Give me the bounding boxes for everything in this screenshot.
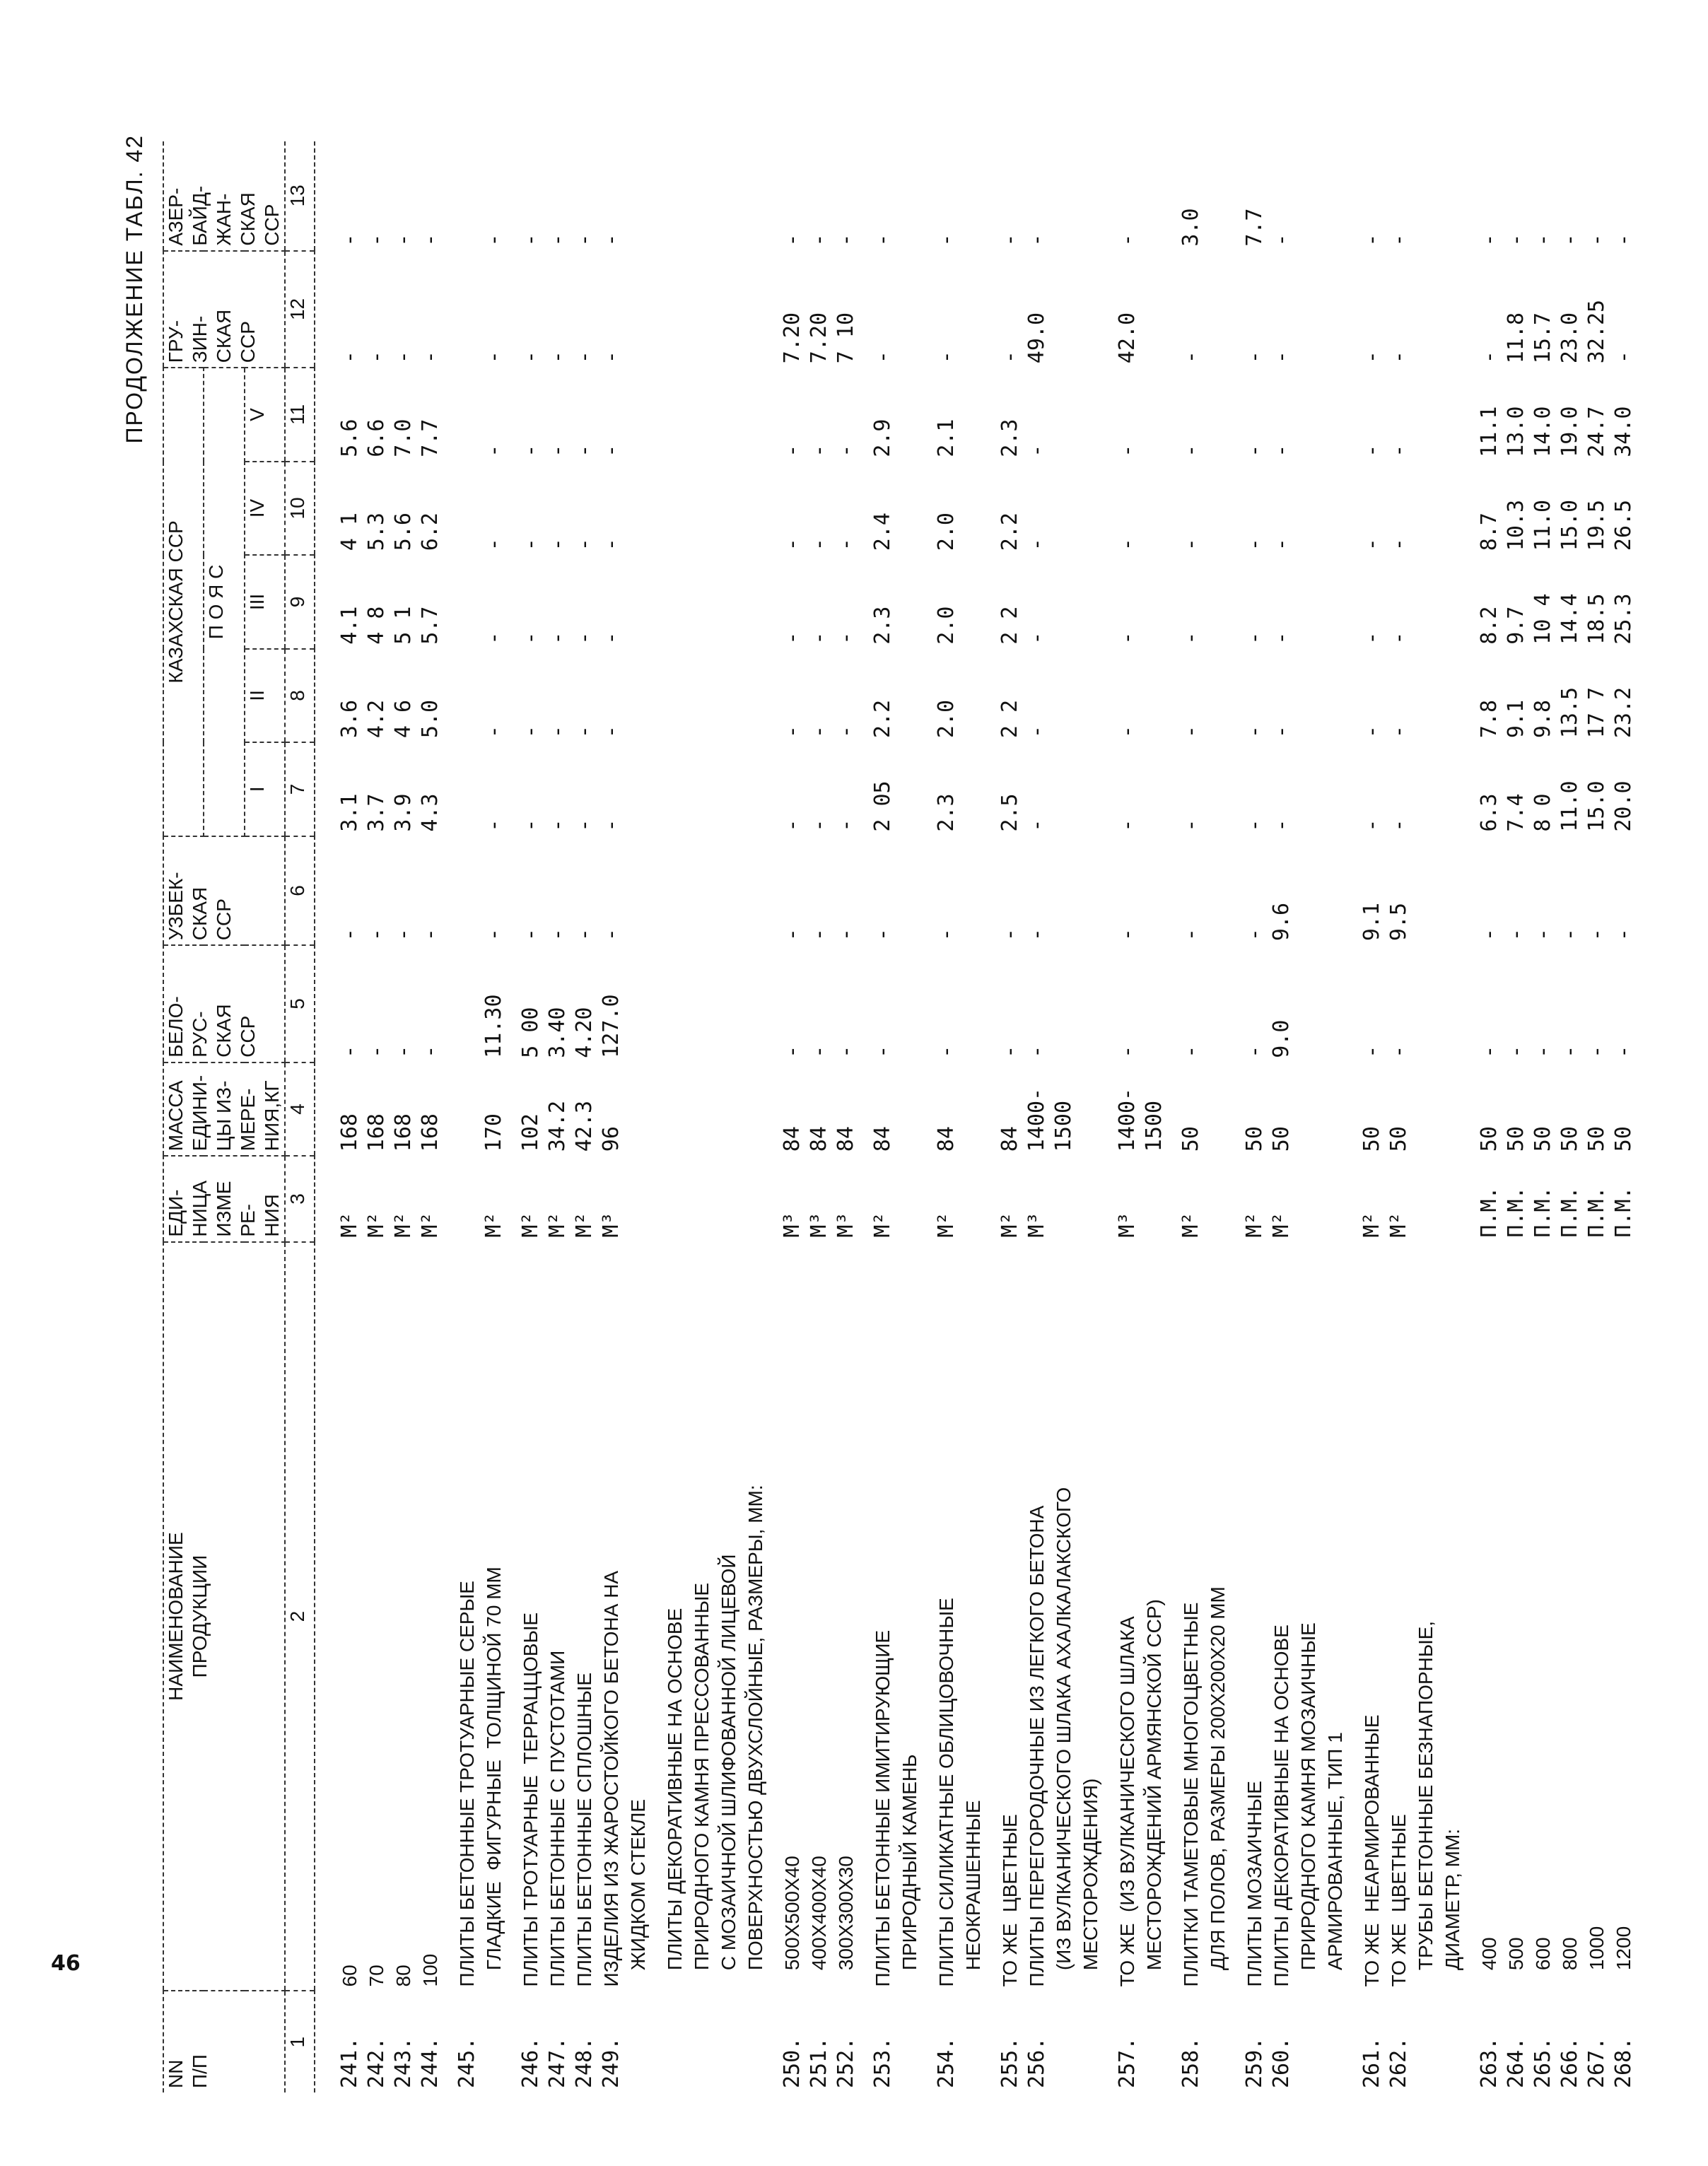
- value-kazakh-zone-1: 2 05: [870, 780, 895, 832]
- unit-of-measure: М²: [934, 1212, 959, 1238]
- colnum: 4: [285, 1062, 315, 1156]
- value-uzbek: [652, 836, 769, 946]
- value-kazakh-zone-1: [652, 742, 769, 836]
- value-kazakh-zone-4: 2.0: [934, 513, 959, 551]
- value-georgia: 42.0: [1115, 312, 1140, 364]
- value-kazakh-zone-1: 2.5 -: [998, 793, 1049, 832]
- value-belorus: -: [1178, 1045, 1203, 1058]
- value-belorus: [652, 945, 769, 1062]
- unit-mass: 50 50: [1242, 1126, 1294, 1152]
- product-name: ПЛИТКИ ТАМЕТОВЫЕ МНОГОЦВЕТНЫЕ ДЛЯ ПОЛОВ, РАЗМЕРЫ 200X200X20 ММ: [1180, 1586, 1229, 1987]
- value-kazakh-zone-4: - -: [1242, 538, 1294, 551]
- header-zone-2: II: [245, 649, 285, 742]
- product-name: ТО ЖЕ ЦВЕТНЫЕ ПЛИТЫ ПЕРЕГОРОДОЧНЫЕ ИЗ ЛЕГКОГО БЕТОНА (ИЗ ВУЛКАНИЧЕСКОГО ШЛАКА АХАЛКАЛАКСКОГО МЕСТОРОЖДЕНИЯ): [999, 1487, 1101, 1987]
- unit-mass: [652, 1062, 769, 1156]
- value-azerbaijan: -: [934, 233, 959, 247]
- value-kazakh-zone-3: 8.2 9.7 10 4 14.4 18.5 25.3: [1477, 593, 1636, 645]
- value-kazakh-zone-1: - - - -: [518, 819, 624, 832]
- value-kazakh-zone-5: - - -: [780, 444, 858, 457]
- value-kazakh-zone-4: [652, 462, 769, 555]
- page-number: 46: [51, 1951, 81, 1976]
- value-kazakh-zone-2: 2 2 -: [998, 699, 1049, 739]
- value-kazakh-zone-3: [652, 555, 769, 648]
- value-azerbaijan: - - - -: [518, 233, 624, 247]
- value-kazakh-zone-2: 3.6 4.2 4 6 5.0: [337, 699, 443, 739]
- unit-of-measure: М² М²: [1359, 1212, 1411, 1238]
- value-belorus: - 9.0: [1242, 1019, 1294, 1058]
- colnum: 11: [285, 368, 315, 462]
- header-georgia: ГРУ- ЗИН- СКАЯ ССР: [163, 251, 285, 368]
- table-row: [1168, 141, 1232, 2092]
- value-kazakh-zone-3: 2.0: [934, 606, 959, 645]
- colnum: 1: [285, 1991, 315, 2092]
- unit-mass: 102 34.2 42.3 96: [518, 1100, 624, 1152]
- value-kazakh-zone-1: -: [1178, 819, 1203, 832]
- value-kazakh-zone-5: - -: [1242, 444, 1294, 457]
- value-kazakh-zone-5: [652, 368, 769, 462]
- value-kazakh-zone-4: 8.7 10.3 11.0 15.0 19.5 26.5: [1477, 499, 1636, 551]
- value-kazakh-zone-3: -: [481, 631, 506, 645]
- value-kazakh-zone-3: - -: [1242, 631, 1294, 645]
- colnum: 3: [285, 1156, 315, 1241]
- value-azerbaijan: 7.7 -: [1242, 208, 1294, 247]
- table-row: [1466, 141, 1637, 2092]
- value-georgia: -: [481, 351, 506, 364]
- value-azerbaijan: -: [481, 233, 506, 247]
- product-name: ПЛИТЫ ТРОТУАРНЫЕ ТЕРРАЦЦОВЫЕ ПЛИТЫ БЕТОННЫЕ С ПУСТОТАМИ ПЛИТЫ БЕТОННЫЕ СПЛОШНЫЕ ИЗДЕЛИЯ ИЗ ЖАРОСТОЙКОГО БЕТОНА НА ЖИДКОМ СТЕКЛЕ: [520, 1570, 649, 1987]
- value-georgia: [652, 251, 769, 368]
- value-kazakh-zone-2: 2.0: [934, 699, 959, 739]
- value-kazakh-zone-1: 3.1 3.7 3.9 4.3: [337, 793, 443, 832]
- unit-of-measure: П.М. П.М. П.М. П.М. П.М. П.М.: [1477, 1186, 1636, 1238]
- colnum: 2: [285, 1242, 315, 1991]
- value-kazakh-zone-1: -: [1115, 819, 1140, 832]
- value-kazakh-zone-3: -: [1178, 631, 1203, 645]
- value-belorus: -: [1115, 1045, 1140, 1058]
- value-georgia: - -: [1242, 351, 1294, 364]
- unit-mass: 170: [481, 1113, 506, 1152]
- value-belorus: -: [870, 1045, 895, 1058]
- row-number: 250. 251. 252.: [780, 2037, 858, 2088]
- product-name: ТО ЖЕ НЕАРМИРОВАННЫЕ ТО ЖЕ ЦВЕТНЫЕ ТРУБЫ БЕТОННЫЕ БЕЗНАПОРНЫЕ, ДИАМЕТР, ММ:: [1361, 1620, 1463, 1987]
- value-kazakh-zone-4: 2.4: [870, 513, 895, 551]
- value-kazakh-zone-4: 4 1 5.3 5.6 6.2: [337, 513, 443, 551]
- value-uzbek: -: [1178, 928, 1203, 942]
- value-belorus: - - - -: [337, 1045, 443, 1058]
- value-azerbaijan: - -: [1359, 233, 1411, 247]
- row-number: 258.: [1178, 2037, 1203, 2088]
- product-name: ПЛИТЫ МОЗАИЧНЫЕ ПЛИТЫ ДЕКОРАТИВНЫЕ НА ОСНОВЕ ПРИРОДНОГО КАМНЯ МОЗАИЧНЫЕ АРМИРОВАННЫЕ, ТИП 1: [1244, 1622, 1346, 1987]
- value-georgia: - - - -: [337, 351, 443, 364]
- colnum: 10: [285, 462, 315, 555]
- colnum: 9: [285, 555, 315, 648]
- unit-mass: 50: [1178, 1126, 1203, 1152]
- value-kazakh-zone-3: - -: [1359, 631, 1411, 645]
- value-belorus: - -: [998, 1045, 1049, 1058]
- row-number: 261. 262.: [1359, 2037, 1411, 2088]
- header-belorus: БЕЛО- РУС- СКАЯ ССР: [163, 945, 285, 1062]
- colnum: 13: [285, 141, 315, 251]
- row-number: 259. 260.: [1242, 2037, 1294, 2088]
- value-kazakh-zone-2: -: [1115, 725, 1140, 739]
- header-zone-5: V: [245, 368, 285, 462]
- header-kazakh: КАЗАХСКАЯ ССР: [163, 368, 204, 836]
- unit-mass: 84: [870, 1126, 895, 1152]
- value-kazakh-zone-3: 2 2 -: [998, 606, 1049, 645]
- value-kazakh-zone-2: - -: [1242, 725, 1294, 739]
- unit-of-measure: М² М² М² М²: [337, 1212, 443, 1238]
- unit-mass: 168 168 168 168: [337, 1113, 443, 1152]
- value-kazakh-zone-1: - -: [1242, 819, 1294, 832]
- unit-mass: 50 50 50 50 50 50: [1477, 1126, 1636, 1152]
- row-number: 255. 256.: [998, 2037, 1049, 2088]
- value-kazakh-zone-1: - -: [1359, 819, 1411, 832]
- unit-of-measure: М²: [481, 1212, 506, 1238]
- value-kazakh-zone-4: - - -: [780, 538, 858, 551]
- value-kazakh-zone-2: 2.2: [870, 699, 895, 739]
- table-row: [508, 141, 652, 2092]
- unit-mass: 84 1400- 1500: [998, 1087, 1076, 1152]
- table-row: [987, 141, 1104, 2092]
- header-zone-3: III: [245, 555, 285, 648]
- value-kazakh-zone-5: 2.9: [870, 418, 895, 457]
- value-belorus: 11.30: [481, 994, 506, 1058]
- value-kazakh-zone-5: -: [1178, 444, 1203, 457]
- unit-of-measure: М²: [1178, 1212, 1203, 1238]
- value-georgia: 7.20 7.20 7 10: [780, 312, 858, 364]
- row-number: 263. 264. 265. 266. 267. 268.: [1477, 2037, 1636, 2088]
- table-row: [444, 141, 508, 2092]
- product-name: ПЛИТЫ СИЛИКАТНЫЕ ОБЛИЦОВОЧНЫЕ НЕОКРАШЕННЫЕ: [935, 1598, 984, 1987]
- value-uzbek: - - - - - -: [1477, 928, 1636, 942]
- unit-mass: 1400- 1500: [1115, 1087, 1166, 1152]
- value-kazakh-zone-4: - -: [1359, 538, 1411, 551]
- price-table: [163, 141, 1637, 2092]
- product-name: ПЛИТЫ ДЕКОРАТИВНЫЕ НА ОСНОВЕ ПРИРОДНОГО КАМНЯ ПРЕССОВАННЫЕ С МОЗАИЧНОЙ ШЛИФОВАННОЙ ЛИЦЕВОЙ ПОВЕРХНОСТЬЮ ДВУХСЛОЙНЫЕ, РАЗМЕРЫ, ММ:: [664, 1485, 766, 1971]
- value-kazakh-zone-3: 2.3: [870, 606, 895, 645]
- header-azerbaijan: АЗЕР- БАЙД- ЖАН- СКАЯ ССР: [163, 141, 285, 251]
- value-kazakh-zone-2: - -: [1359, 725, 1411, 739]
- value-belorus: -: [934, 1045, 959, 1058]
- table-row: [315, 141, 444, 2092]
- unit-of-measure: М² М³: [998, 1212, 1049, 1238]
- table-row: [1349, 141, 1466, 2092]
- value-uzbek: - - - -: [337, 928, 443, 942]
- row-number: 241. 242. 243. 244.: [337, 2037, 443, 2088]
- row-number: [652, 1991, 769, 2092]
- value-kazakh-zone-1: -: [481, 819, 506, 832]
- value-kazakh-zone-2: [652, 649, 769, 742]
- unit-of-measure: М² М² М² М³: [518, 1212, 624, 1238]
- value-georgia: -: [934, 351, 959, 364]
- product-name: 60 70 80 100: [339, 1953, 441, 1987]
- value-belorus: - -: [1359, 1045, 1411, 1058]
- value-kazakh-zone-3: - - - -: [518, 631, 624, 645]
- colnum: 8: [285, 649, 315, 742]
- value-kazakh-zone-2: - - -: [780, 725, 858, 739]
- table-row: [860, 141, 923, 2092]
- value-georgia: -: [870, 351, 895, 364]
- table-row: [652, 141, 769, 2092]
- value-uzbek: - 9.6: [1242, 902, 1294, 942]
- table-row: [1232, 141, 1349, 2092]
- value-kazakh-zone-4: 2.2 -: [998, 513, 1049, 551]
- value-kazakh-zone-5: 11.1 13.0 14.0 19.0 24.7 34.0: [1477, 406, 1636, 457]
- value-uzbek: 9.1 9.5: [1359, 902, 1411, 942]
- product-name: ТО ЖЕ (ИЗ ВУЛКАНИЧЕСКОГО ШЛАКА МЕСТОРОЖДЕНИЙ АРМЯНСКОЙ ССР): [1116, 1599, 1165, 1987]
- value-uzbek: -: [870, 928, 895, 942]
- table-row: [769, 141, 860, 2092]
- value-belorus: - - - - - -: [1477, 1045, 1636, 1058]
- value-georgia: - -: [1359, 351, 1411, 364]
- value-azerbaijan: -: [870, 233, 895, 247]
- unit-of-measure: М²: [870, 1212, 895, 1238]
- value-kazakh-zone-4: - - - -: [518, 538, 624, 551]
- table-body: [315, 141, 1637, 2092]
- colnum: 5: [285, 945, 315, 1062]
- value-kazakh-zone-2: -: [481, 725, 506, 739]
- value-azerbaijan: [652, 141, 769, 251]
- row-number: 254.: [934, 2037, 959, 2088]
- value-kazakh-zone-1: 2.3: [934, 793, 959, 832]
- unit-mass: 84 84 84: [780, 1126, 858, 1152]
- value-georgia: - - - -: [518, 351, 624, 364]
- value-azerbaijan: - - -: [780, 233, 858, 247]
- value-kazakh-zone-2: - - - -: [518, 725, 624, 739]
- unit-of-measure: М² М²: [1242, 1212, 1294, 1238]
- value-kazakh-zone-5: 2.3 -: [998, 418, 1049, 457]
- value-kazakh-zone-2: 7.8 9.1 9.8 13.5 17 7 23.2: [1477, 686, 1636, 739]
- colnum: 6: [285, 836, 315, 946]
- product-name: 400 500 600 800 1000 1200: [1478, 1926, 1634, 1971]
- value-kazakh-zone-1: 6.3 7.4 8 0 11.0 15.0 20.0: [1477, 780, 1636, 832]
- unit-mass: 84: [934, 1126, 959, 1152]
- unit-of-measure: М³: [1115, 1212, 1140, 1238]
- row-number: 253.: [870, 2037, 895, 2088]
- product-name: ПЛИТЫ БЕТОННЫЕ ИМИТИРУЮЩИЕ ПРИРОДНЫЙ КАМЕНЬ: [872, 1629, 920, 1987]
- value-kazakh-zone-3: - - -: [780, 631, 858, 645]
- value-kazakh-zone-5: -: [1115, 444, 1140, 457]
- row-number: 245.: [455, 2037, 479, 2088]
- unit-of-measure: [652, 1156, 769, 1241]
- value-georgia: - 49.0: [998, 312, 1049, 364]
- value-georgia: -: [1178, 351, 1203, 364]
- value-uzbek: - - - -: [518, 928, 624, 942]
- unit-mass: 50 50: [1359, 1126, 1411, 1152]
- table-row: [1104, 141, 1168, 2092]
- row-number: 246. 247. 248. 249.: [518, 2037, 624, 2088]
- row-number: 257.: [1115, 2037, 1140, 2088]
- value-uzbek: -: [481, 928, 506, 942]
- value-kazakh-zone-3: -: [1115, 631, 1140, 645]
- header-name: НАИМЕНОВАНИЕ ПРОДУКЦИИ: [163, 1242, 285, 1991]
- value-kazakh-zone-4: -: [1178, 538, 1203, 551]
- header-poyas: П О Я С: [204, 368, 244, 836]
- value-uzbek: -: [1115, 928, 1140, 942]
- colnum: 7: [285, 742, 315, 836]
- product-name: ПЛИТЫ БЕТОННЫЕ ТРОТУАРНЫЕ СЕРЫЕ ГЛАДКИЕ ФИГУРНЫЕ ТОЛЩИНОЙ 70 ММ: [456, 1567, 505, 1987]
- table-row: [923, 141, 987, 2092]
- value-azerbaijan: 3.0: [1178, 208, 1203, 247]
- value-azerbaijan: - -: [998, 233, 1049, 247]
- value-belorus: 5 00 3.40 4.20 127.0: [518, 994, 624, 1058]
- header-unit: ЕДИ- НИЦА ИЗМЕ РЕ- НИЯ: [163, 1156, 285, 1241]
- value-belorus: - - -: [780, 1045, 858, 1058]
- colnum: 12: [285, 251, 315, 368]
- unit-of-measure: М³ М³ М³: [780, 1212, 858, 1238]
- value-kazakh-zone-2: -: [1178, 725, 1203, 739]
- header-nn: NN П/П: [163, 1991, 285, 2092]
- header-zone-1: I: [245, 742, 285, 836]
- header-mass: МАССА ЕДИНИ- ЦЫ ИЗ- МЕРЕ- НИЯ,КГ: [163, 1062, 285, 1156]
- value-kazakh-zone-5: 5.6 6.6 7.0 7.7: [337, 418, 443, 457]
- value-kazakh-zone-1: - - -: [780, 819, 858, 832]
- value-kazakh-zone-4: -: [481, 538, 506, 551]
- product-name: 500X500X40 400X400X40 300X300X30: [781, 1856, 857, 1971]
- value-kazakh-zone-5: - -: [1359, 444, 1411, 457]
- value-azerbaijan: -: [1115, 233, 1140, 247]
- value-azerbaijan: - - - - - -: [1477, 233, 1636, 247]
- table-title: ПРОДОЛЖЕНИЕ ТАБЛ. 42: [122, 134, 147, 444]
- value-kazakh-zone-5: -: [481, 444, 506, 457]
- rotated-page: [113, 127, 1636, 2092]
- value-kazakh-zone-5: - - - -: [518, 444, 624, 457]
- value-georgia: - 11.8 15.7 23.0 32.25 -: [1477, 299, 1636, 364]
- value-kazakh-zone-5: 2.1: [934, 418, 959, 457]
- value-uzbek: -: [934, 928, 959, 942]
- header-uzbek: УЗБЕК- СКАЯ ССР: [163, 836, 285, 946]
- value-uzbek: - -: [998, 928, 1049, 942]
- value-kazakh-zone-4: -: [1115, 538, 1140, 551]
- header-zone-4: IV: [245, 462, 285, 555]
- value-kazakh-zone-3: 4.1 4 8 5 1 5.7: [337, 606, 443, 645]
- value-uzbek: - - -: [780, 928, 858, 942]
- value-azerbaijan: - - - -: [337, 233, 443, 247]
